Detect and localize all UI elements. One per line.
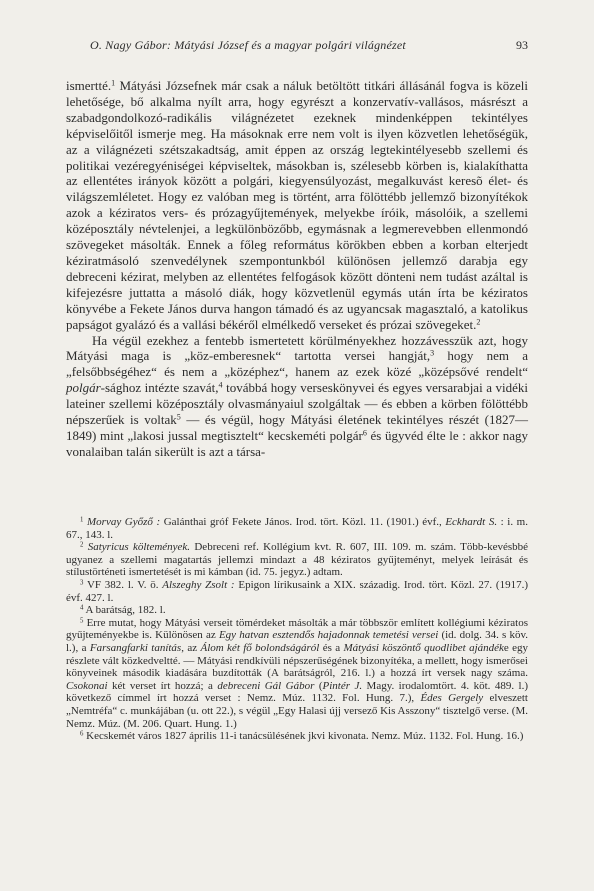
text-run: Erre mutat, hogy Mátyási verseit tömérdeket másolták a már többször említett kollégiumi kéziratos gyűjteményekbe is. Különösen az [66,616,528,642]
work-title: Farsangfarki tanítás [89,641,182,654]
text-run: Magy. irodalomtört. 4. köt. 489. l.) következő címmel írt hozzá verset : Nemz. Múz. 1132. Fol. Hung. 7.), [66,679,528,705]
text-run: két verset írt hozzá; a [107,679,218,692]
footnote-4 [66,604,528,617]
text-run: , az [181,641,201,654]
text-run: Ha végül ezekhez a fentebb ismertetett körülményekhez hozzávesszük azt, hogy Mátyási maga is „köz-emberesnek“ tartotta versei hangját, [66,332,528,364]
footnote-ref: 1 [111,78,116,88]
footnote-ref: 4 [218,380,223,390]
text-run: — és végül, hogy Mátyási életének tekintélyes részét (1827—1849) mint „lakosi jussal megtisztelt“ kecskeméti polgár [66,412,528,443]
footnote-number: 5 [80,617,84,624]
work-title: Mátyási köszöntő quodlibet ajándék [343,641,504,654]
text-run: ( [314,679,323,692]
author: Csokonai [66,679,108,692]
text-run: elveszett „Nemtréfa“ c. munkájában (u. ott 22.), s végül „Egy Halasi újj versező Kis Asszony“ tisztelgő verse. (M. Nemz. Múz. (M. 206. Quart. Hung. 1.) [66,692,528,730]
work-title: Álom két fő bolondságáról [200,641,320,654]
text-run: Debreceni ref. Kollégium kvt. R. 607, III. 109. m. szám. Több-kevésbbé ugyanez a szellemi magatartás jellemzi mindazt a 48 kéziratos gyűjteményt, melyek leírását és stílustörténeti ismertetését is mi kámban (id. 75. jegyz.) adtam. [66,541,528,579]
footnote-3 [66,579,528,604]
work-title: debreceni [217,679,261,692]
footnote-number: 2 [80,541,84,549]
footnote-number: 6 [80,730,84,738]
footnote-1 [66,516,528,541]
text-run: Galánthai gróf Fekete János. Irod. tört. Közl. 11. (1901.) évf., [160,516,446,528]
author: Alszeghy Zsolt : [162,578,235,591]
author: Gál Gábor [264,679,315,692]
text-run: és a [319,641,344,654]
footnote-number: 3 [80,579,84,587]
text-run: : i. m. 67., 143. l. [66,516,528,541]
text-run: és ügyvéd élte le : akkor nagy vonalaiban talán sikerült is azt a társa- [66,427,528,459]
footnote-ref: 5 [176,412,181,422]
footnote-ref: 2 [476,317,481,327]
author: Morvay Győző : [87,516,161,528]
text-run: A barátság, 182. l. [83,604,166,617]
paragraph-1 [66,78,528,333]
text-run: (id. dolg. 34. s köv. l.), a [66,629,529,654]
footnote-2 [66,541,528,579]
text-run: ismertté. [66,78,112,93]
work-title: Egy hatvan esztendős hajadonnak temetési versei [218,629,439,642]
text-run: -sághoz intézte szavát, [100,380,219,396]
author: Pintér J. [322,679,363,692]
footnote-5 [66,617,528,730]
paragraph-2 [66,333,528,460]
text-run: hogy nem a „felsőbbségéhez“ és nem a „középhez“, hanem az ezek közé „középsővé rendelt“ [66,348,528,380]
footnote-6 [66,730,528,743]
work-title: Satyricus költemények. [87,541,191,554]
footnote-ref: 6 [362,428,367,438]
footnote-ref: 3 [430,348,435,358]
text-run: Mátyási Józsefnek már csak a náluk betöltött titkári állásánál fogva is közeli lehetősége, bő alkalma nyílt arra, hogy egyrészt a konzervatív-vallásos, másrészt a szabadgondolkozó-radikális világnézetet ezeknek mindenképpen tekintélyes képviselőitől ismerje meg. Ha másoknak erre nem volt is ilyen közvetlen lehetőségük, az a világnézeti szétszakadtság, amit éppen az ország legtekintélyesebb szellemi és politikai vezéregyéniségei képviseltek, másokban is, szélesebb körben is, kialakíthatta az ellentétes irányok között a polgári, kiegyensúlyozást, megalkuvást keresõ élet- és világszemléletet. Hogy ez valóban meg is történt, arra fölöttébb jellemző bizonyítékok azok a kéziratos vers- és prózagyűjtemények, melyekbe íróik, másolóik, a szellemi középosztály névtelenjei, a legkülönbözőbb, egymásnak a legmerevebben ellenmondó szövegeket másolták. Ennek a főleg református körökben ebben a korban elterjedt kéziratmásoló szenvedélynek szempontunkból különösen jellemző darabja egy debreceni kézirat, melyben az ellentétes felfogások között dönteni nem tudást azáltal is kifejezésre juttatta a másoló diák, hogy közvetlenül egymás után írta be kéziratos könyvébe a Fekete János durva hangon támadó és az ugyancsak magasztaló, a katolikus papságot gyalázó és a vallási békéről elmélkedő verseket és prózai szövegeket. [66,78,528,332]
text-run: Kecskemét város 1827 április 11-i tanácsülésének jkvi kivonata. Nemz. Múz. 1132. Fol. Hung. 16.) [83,730,524,743]
text-run: Epigon lírikusaink a XIX. századig. Irod. tört. Közl. 27. (1917.) évf. 427. l. [66,578,529,604]
page-header [66,38,528,56]
author: Eckhardt S. [445,516,498,528]
text-run: e egy részlete vált közkedveltté. — Mátyási rendkívüli népszerűségének bizonyítéka, a mellett, hogy ismerősei könyveinek második kiadására buzdították (A barátságról, 216. l.) a hozzá írt versek nagy száma. [66,641,529,680]
page-number: 93 [516,38,528,52]
footnote-number: 4 [80,604,84,612]
footnote-number: 1 [80,516,84,524]
author: Édes Gergely [420,692,484,705]
text-run: továbbá hogy verseskönyvei és egyes versarabjai a vidéki lateiner szellemi középosztály olvasmányaiul szolgáltak — és ebben a körben fölöttébb népszerűek is voltak [66,380,528,428]
footnotes [66,516,528,743]
text-run: VF 382. l. V. ö. [83,578,163,591]
main-text [66,78,528,460]
italic-word: polgár [66,380,101,396]
running-head: O. Nagy Gábor: Mátyási József és a magyar polgári világnézet [90,38,406,52]
